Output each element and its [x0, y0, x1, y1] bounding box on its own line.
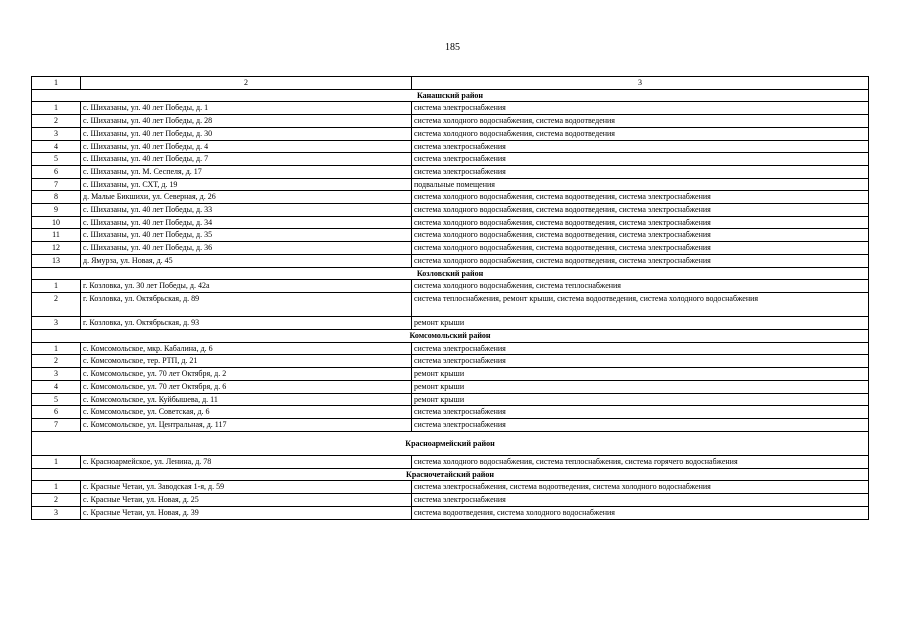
row-number: 4	[32, 140, 81, 153]
row-number: 5	[32, 393, 81, 406]
work-list-table	[31, 76, 869, 520]
table-row	[32, 317, 869, 330]
district-title: Красночетайский район	[32, 468, 869, 481]
address-cell: с. Шихазаны, ул. СХТ, д. 19	[81, 178, 412, 191]
district-header-row	[32, 267, 869, 280]
works-cell: ремонт крыши	[412, 380, 869, 393]
table-row	[32, 204, 869, 217]
district-title: Канашский район	[32, 89, 869, 102]
table-row	[32, 368, 869, 381]
district-header-row	[32, 89, 869, 102]
row-number: 1	[32, 456, 81, 469]
district-title: Красноармейский район	[32, 431, 869, 455]
row-number: 9	[32, 204, 81, 217]
address-cell: с. Шихазаны, ул. 40 лет Победы, д. 28	[81, 115, 412, 128]
table-row	[32, 165, 869, 178]
row-number: 6	[32, 406, 81, 419]
works-cell: система электроснабжения	[412, 418, 869, 431]
table-row	[32, 254, 869, 267]
row-number: 3	[32, 506, 81, 519]
table-row	[32, 292, 869, 316]
address-cell: с. Комсомольское, ул. 70 лет Октября, д. 6	[81, 380, 412, 393]
district-header-row	[32, 431, 869, 455]
address-cell: с. Шихазаны, ул. М. Сеспеля, д. 17	[81, 165, 412, 178]
address-cell: г. Козловка, ул. 30 лет Победы, д. 42а	[81, 280, 412, 293]
address-cell: с. Красные Четаи, ул. Новая, д. 39	[81, 506, 412, 519]
row-number: 3	[32, 127, 81, 140]
row-number: 3	[32, 317, 81, 330]
address-cell: с. Комсомольское, ул. Куйбышева, д. 11	[81, 393, 412, 406]
table-row	[32, 393, 869, 406]
table-row	[32, 280, 869, 293]
address-cell: с. Комсомольское, ул. Центральная, д. 117	[81, 418, 412, 431]
row-number: 2	[32, 494, 81, 507]
address-cell: с. Шихазаны, ул. 40 лет Победы, д. 7	[81, 153, 412, 166]
works-cell: система электроснабжения	[412, 153, 869, 166]
row-number: 5	[32, 153, 81, 166]
row-number: 7	[32, 418, 81, 431]
works-cell: система холодного водоснабжения, система теплоснабжения, система горячего водоснабжения	[412, 456, 869, 469]
table-row	[32, 115, 869, 128]
works-cell: система холодного водоснабжения, система водоотведения, система электроснабжения	[412, 254, 869, 267]
row-number: 1	[32, 280, 81, 293]
row-number: 13	[32, 254, 81, 267]
works-cell: ремонт крыши	[412, 317, 869, 330]
row-number: 11	[32, 229, 81, 242]
address-cell: с. Шихазаны, ул. 40 лет Победы, д. 4	[81, 140, 412, 153]
column-number-1: 1	[32, 77, 81, 90]
address-cell: с. Шихазаны, ул. 40 лет Победы, д. 1	[81, 102, 412, 115]
table-row	[32, 494, 869, 507]
address-cell: д. Ямурза, ул. Новая, д. 45	[81, 254, 412, 267]
table-row	[32, 140, 869, 153]
row-number: 4	[32, 380, 81, 393]
address-cell: с. Красные Четаи, ул. Заводская 1-я, д. 59	[81, 481, 412, 494]
row-number: 3	[32, 368, 81, 381]
works-cell: подвальные помещения	[412, 178, 869, 191]
table-row	[32, 481, 869, 494]
district-title: Козловский район	[32, 267, 869, 280]
address-cell: с. Комсомольское, ул. 70 лет Октября, д. 2	[81, 368, 412, 381]
column-number-row	[32, 77, 869, 90]
table-row	[32, 456, 869, 469]
works-cell: система электроснабжения, система водоотведения, система холодного водоснабжения	[412, 481, 869, 494]
table-row	[32, 102, 869, 115]
address-cell: с. Красные Четаи, ул. Новая, д. 25	[81, 494, 412, 507]
works-cell: система холодного водоснабжения, система водоотведения, система электроснабжения	[412, 229, 869, 242]
address-cell: с. Шихазаны, ул. 40 лет Победы, д. 36	[81, 242, 412, 255]
column-number-3: 3	[412, 77, 869, 90]
row-number: 12	[32, 242, 81, 255]
row-number: 6	[32, 165, 81, 178]
column-number-2: 2	[81, 77, 412, 90]
table-row	[32, 216, 869, 229]
works-cell: система электроснабжения	[412, 406, 869, 419]
table-row	[32, 178, 869, 191]
district-title: Комсомольский район	[32, 330, 869, 343]
table-row	[32, 355, 869, 368]
works-cell: система холодного водоснабжения, система водоотведения, система электроснабжения	[412, 242, 869, 255]
address-cell: д. Малые Бикшихи, ул. Северная, д. 26	[81, 191, 412, 204]
address-cell: с. Комсомольское, мкр. Кабалина, д. 6	[81, 342, 412, 355]
table-row	[32, 242, 869, 255]
works-cell: система электроснабжения	[412, 494, 869, 507]
works-cell: система холодного водоснабжения, система водоотведения	[412, 127, 869, 140]
works-cell: система холодного водоснабжения, система теплоснабжения	[412, 280, 869, 293]
works-cell: система холодного водоснабжения, система водоотведения, система электроснабжения	[412, 204, 869, 217]
address-cell: с. Комсомольское, тер. РТП, д. 21	[81, 355, 412, 368]
works-cell: система холодного водоснабжения, система водоотведения, система электроснабжения	[412, 191, 869, 204]
table-row	[32, 418, 869, 431]
address-cell: с. Шихазаны, ул. 40 лет Победы, д. 33	[81, 204, 412, 217]
works-cell: система теплоснабжения, ремонт крыши, система водоотведения, система холодного водоснабжения	[412, 292, 869, 316]
works-cell: система электроснабжения	[412, 140, 869, 153]
row-number: 7	[32, 178, 81, 191]
works-cell: система электроснабжения	[412, 355, 869, 368]
row-number: 1	[32, 102, 81, 115]
table-row	[32, 406, 869, 419]
address-cell: с. Шихазаны, ул. 40 лет Победы, д. 34	[81, 216, 412, 229]
row-number: 2	[32, 292, 81, 316]
table-row	[32, 342, 869, 355]
table-row	[32, 380, 869, 393]
address-cell: с. Шихазаны, ул. 40 лет Победы, д. 30	[81, 127, 412, 140]
address-cell: с. Красноармейское, ул. Ленина, д. 78	[81, 456, 412, 469]
row-number: 1	[32, 481, 81, 494]
table-row	[32, 153, 869, 166]
address-cell: с. Комсомольское, ул. Советская, д. 6	[81, 406, 412, 419]
row-number: 10	[32, 216, 81, 229]
works-cell: система холодного водоснабжения, система водоотведения	[412, 115, 869, 128]
works-cell: система холодного водоснабжения, система водоотведения, система электроснабжения	[412, 216, 869, 229]
table-row	[32, 127, 869, 140]
works-cell: ремонт крыши	[412, 393, 869, 406]
row-number: 8	[32, 191, 81, 204]
table-row	[32, 506, 869, 519]
page-number: 185	[445, 42, 460, 53]
table-body	[32, 77, 869, 520]
row-number: 1	[32, 342, 81, 355]
address-cell: г. Козловка, ул. Октябрьская, д. 89	[81, 292, 412, 316]
works-cell: система водоотведения, система холодного водоснабжения	[412, 506, 869, 519]
row-number: 2	[32, 115, 81, 128]
works-cell: система электроснабжения	[412, 342, 869, 355]
address-cell: г. Козловка, ул. Октябрьская, д. 93	[81, 317, 412, 330]
address-cell: с. Шихазаны, ул. 40 лет Победы, д. 35	[81, 229, 412, 242]
district-header-row	[32, 468, 869, 481]
table-row	[32, 229, 869, 242]
works-cell: система электроснабжения	[412, 102, 869, 115]
works-cell: ремонт крыши	[412, 368, 869, 381]
district-header-row	[32, 330, 869, 343]
table-row	[32, 191, 869, 204]
works-cell: система электроснабжения	[412, 165, 869, 178]
row-number: 2	[32, 355, 81, 368]
